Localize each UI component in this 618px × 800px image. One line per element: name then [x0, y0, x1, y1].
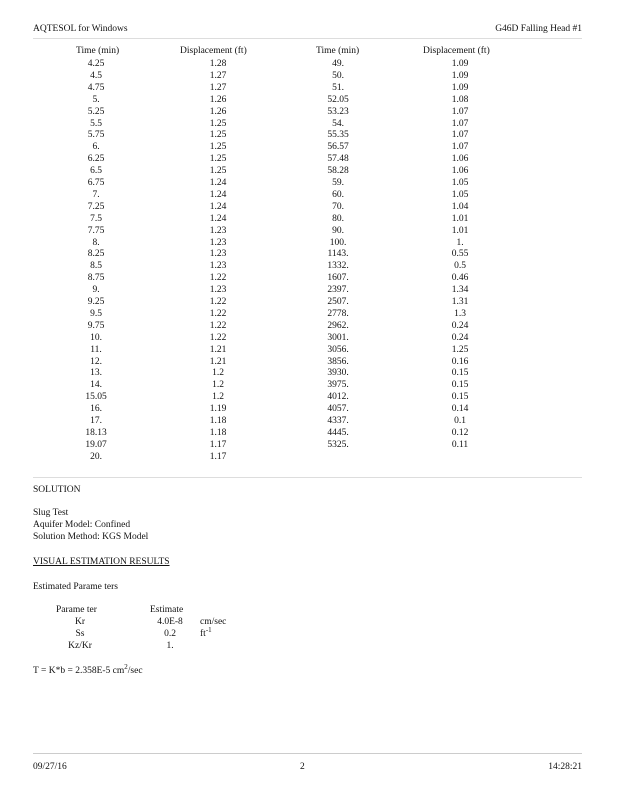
time-cell: 3930. — [327, 368, 349, 379]
time-cell: 58.28 — [327, 166, 349, 177]
time-cell: 20. — [90, 451, 102, 462]
displacement-cell: 1.26 — [209, 106, 227, 117]
param-name: Kr — [74, 617, 86, 627]
displacement-cell: 1.18 — [209, 416, 227, 426]
time-cell: 7. — [92, 189, 100, 200]
displacement-cell: 1.06 — [451, 166, 469, 177]
time-cell: 14. — [90, 380, 102, 391]
displacement-cell: 0.46 — [451, 273, 469, 284]
time-cell: 8.25 — [87, 249, 105, 260]
time-cell: 7.25 — [87, 201, 105, 212]
solution-line-3: Solution Method: KGS Model — [33, 532, 149, 542]
time-cell: 8. — [92, 237, 100, 248]
transmissivity: T = K*b = 2.358E-5 $cm^2/\sec$ — [33, 662, 143, 676]
time-cell: 3975. — [327, 380, 349, 391]
displacement-cell: 0.12 — [451, 427, 469, 438]
displacement-cell: 1.26 — [209, 94, 227, 105]
time-cell: 13. — [90, 368, 102, 379]
displacement-cell: 1.22 — [209, 297, 227, 307]
displacement-cell: 1.25 — [209, 130, 227, 141]
displacement-cell: 1.01 — [451, 213, 469, 224]
time-cell: 1607. — [327, 273, 349, 284]
time-cell: 5.75 — [87, 130, 105, 141]
displacement-cell: 1.22 — [209, 332, 227, 343]
displacement-cell: 1.25 — [209, 142, 227, 153]
time-cell: 9.25 — [87, 297, 105, 307]
time-cell: 2962. — [327, 320, 349, 331]
time-cell: 53.23 — [327, 106, 349, 117]
displacement-cell: 1.18 — [209, 427, 227, 438]
footer-time: 14:28:21 — [548, 762, 582, 772]
displacement-cell: 1.23 — [209, 225, 227, 236]
time-cell: 2778. — [327, 308, 349, 319]
time-cell: 11. — [90, 344, 102, 355]
time-cell: 12. — [90, 356, 102, 367]
displacement-cell: 1.08 — [451, 94, 469, 105]
footer-divider — [33, 753, 582, 754]
displacement-cell: 1.07 — [451, 130, 469, 141]
displacement-cell: 1.04 — [451, 201, 469, 212]
param-header-estimate: Estimate — [150, 605, 184, 615]
time-cell: 16. — [90, 404, 102, 415]
time-cell: 52.05 — [327, 94, 349, 105]
time-cell: 50. — [332, 70, 344, 81]
displacement-cell: 1.24 — [209, 201, 227, 212]
displacement-cell: 1.19 — [209, 404, 227, 415]
displacement-cell: 1.31 — [451, 297, 469, 307]
displacement-cell: 1.34 — [451, 285, 469, 296]
app-title: AQTESOL for Windows — [33, 24, 128, 34]
time-cell: 5. — [92, 94, 100, 105]
time-cell: 9. — [92, 285, 100, 296]
col-header-disp-right: Displacement (ft) — [423, 46, 490, 56]
displacement-cell: 0.55 — [451, 249, 469, 260]
time-cell: 2507. — [327, 297, 349, 307]
time-cell: 8.75 — [87, 273, 105, 284]
time-cell: 49. — [332, 59, 344, 69]
time-cell: 9.5 — [90, 308, 102, 319]
displacement-cell: 1.27 — [209, 82, 227, 93]
time-cell: 59. — [332, 178, 344, 188]
time-cell: 4337. — [327, 416, 349, 426]
time-cell: 6. — [92, 142, 100, 153]
param-estimate: 0.2 — [164, 629, 176, 639]
time-cell: 54. — [332, 118, 344, 129]
displacement-cell: 1.09 — [451, 59, 469, 69]
displacement-cell: 0.24 — [451, 320, 469, 331]
footer-date: 09/27/16 — [33, 762, 67, 772]
time-cell: 19.07 — [85, 439, 107, 450]
displacement-cell: 1.25 — [209, 118, 227, 129]
displacement-cell: 1.23 — [209, 285, 227, 296]
time-cell: 70. — [332, 201, 344, 212]
displacement-cell: 1.17 — [209, 451, 227, 462]
displacement-cell: 1.22 — [209, 320, 227, 331]
time-cell: 51. — [332, 82, 344, 93]
displacement-cell: 1.28 — [209, 59, 227, 69]
time-cell: 4.5 — [90, 70, 102, 81]
header-divider — [33, 38, 582, 39]
displacement-cell: 1.2 — [212, 368, 224, 379]
time-cell: 10. — [90, 332, 102, 343]
param-header-name: Parame ter — [56, 605, 97, 615]
displacement-cell: 1.25 — [209, 166, 227, 177]
displacement-cell: 1.22 — [209, 308, 227, 319]
param-estimate: 4.0E-8 — [157, 617, 183, 627]
time-cell: 9.75 — [87, 320, 105, 331]
time-cell: 4057. — [327, 404, 349, 415]
time-cell: 6.75 — [87, 178, 105, 188]
displacement-cell: 0.5 — [454, 261, 466, 272]
time-cell: 60. — [332, 189, 344, 200]
displacement-cell: 1.01 — [451, 225, 469, 236]
time-cell: 1332. — [327, 261, 349, 272]
time-cell: 18.13 — [85, 427, 107, 438]
displacement-cell: 1.17 — [209, 439, 227, 450]
displacement-cell: 1.25 — [451, 344, 469, 355]
time-cell: 15.05 — [85, 392, 107, 403]
time-cell: 5.25 — [87, 106, 105, 117]
time-cell: 5325. — [327, 439, 349, 450]
time-cell: 80. — [332, 213, 344, 224]
time-cell: 5.5 — [90, 118, 102, 129]
displacement-cell: 1.24 — [209, 178, 227, 188]
displacement-cell: 1.24 — [209, 189, 227, 200]
time-cell: 3001. — [327, 332, 349, 343]
displacement-cell: 1.06 — [451, 154, 469, 165]
displacement-cell: 1.22 — [209, 273, 227, 284]
time-cell: 7.75 — [87, 225, 105, 236]
displacement-cell: 0.14 — [451, 404, 469, 415]
time-cell: 55.35 — [327, 130, 349, 141]
param-name: Ss — [75, 629, 85, 639]
displacement-cell: 0.15 — [451, 368, 469, 379]
displacement-cell: 1.05 — [451, 189, 469, 200]
displacement-cell: 1.23 — [209, 261, 227, 272]
time-cell: 1143. — [327, 249, 349, 260]
displacement-cell: 0.24 — [451, 332, 469, 343]
param-estimate: 1. — [166, 641, 174, 651]
displacement-cell: 1.3 — [454, 308, 466, 319]
col-header-time-right: Time (min) — [316, 46, 360, 56]
displacement-cell: 1.09 — [451, 70, 469, 81]
displacement-cell: 0.1 — [454, 416, 466, 426]
solution-line-2: Aquifer Model: Confined — [33, 520, 131, 530]
displacement-cell: 1.24 — [209, 213, 227, 224]
time-cell: 4.75 — [87, 82, 105, 93]
displacement-cell: 1.2 — [212, 380, 224, 391]
param-unit: $ft^{-1}$ — [200, 625, 212, 639]
time-cell: 100. — [329, 237, 347, 248]
displacement-cell: 1.21 — [209, 344, 227, 355]
time-cell: 8.5 — [90, 261, 102, 272]
param-unit: cm/sec — [200, 617, 227, 627]
displacement-cell: 1.07 — [451, 106, 469, 117]
params-subheading: Estimated Parame ters — [33, 582, 118, 592]
time-cell: 57.48 — [327, 154, 349, 165]
displacement-cell: 1.23 — [209, 249, 227, 260]
time-cell: 6.25 — [87, 154, 105, 165]
time-cell: 3856. — [327, 356, 349, 367]
displacement-cell: 0.11 — [451, 439, 469, 450]
solution-heading: SOLUTION — [33, 485, 81, 495]
time-cell: 4012. — [327, 392, 349, 403]
results-heading: VISUAL ESTIMATION RESULTS — [33, 557, 170, 567]
time-cell: 3056. — [327, 344, 349, 355]
param-name: Kz/Kr — [68, 641, 92, 651]
displacement-cell: 1.25 — [209, 154, 227, 165]
time-cell: 4.25 — [87, 59, 105, 69]
displacement-cell: 0.15 — [451, 392, 469, 403]
time-cell: 17. — [90, 416, 102, 426]
displacement-cell: 0.15 — [451, 380, 469, 391]
displacement-cell: 1.07 — [451, 142, 469, 153]
time-cell: 90. — [332, 225, 344, 236]
displacement-cell: 1.27 — [209, 70, 227, 81]
displacement-cell: 1.05 — [451, 178, 469, 188]
time-cell: 4445. — [327, 427, 349, 438]
displacement-cell: 1.21 — [209, 356, 227, 367]
displacement-cell: 1.2 — [212, 392, 224, 403]
solution-line-1: Slug Test — [33, 508, 69, 518]
displacement-cell: 1.23 — [209, 237, 227, 248]
col-header-time-left: Time (min) — [76, 46, 120, 56]
test-title: G46D Falling Head #1 — [495, 24, 582, 34]
section-divider — [33, 477, 582, 478]
time-cell: 7.5 — [90, 213, 102, 224]
page-number: 2 — [300, 762, 305, 772]
time-cell: 6.5 — [90, 166, 102, 177]
displacement-cell: 0.16 — [451, 356, 469, 367]
displacement-cell: 1.09 — [451, 82, 469, 93]
time-cell: 2397. — [327, 285, 349, 296]
displacement-cell: 1. — [456, 237, 464, 248]
time-cell: 56.57 — [327, 142, 349, 153]
col-header-disp-left: Displacement (ft) — [180, 46, 247, 56]
displacement-cell: 1.07 — [451, 118, 469, 129]
